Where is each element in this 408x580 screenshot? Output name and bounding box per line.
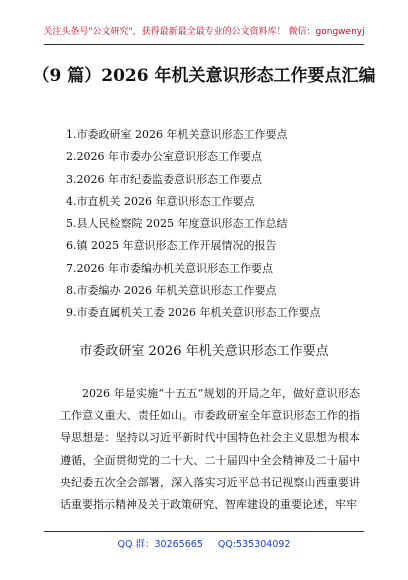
document-title: （9 篇）2026 年机关意识形态工作要点汇编	[32, 66, 376, 86]
toc-item: 6.镇 2025 年意识形态工作开展情况的报告	[66, 239, 277, 253]
header-divider	[44, 44, 364, 45]
toc-item: 7.2026 年市委编办机关意识形态工作要点	[66, 261, 273, 275]
toc-item: 1.市委政研室 2026 年机关意识形态工作要点	[66, 128, 288, 141]
toc-item: 5.县人民检察院 2025 年度意识形态工作总结	[66, 217, 288, 231]
toc-item: 9.市委直属机关工委 2026 年机关意识形态工作要点	[66, 306, 321, 320]
section-title: 市委政研室 2026 年机关意识形态工作要点	[79, 344, 329, 359]
table-of-contents	[66, 124, 366, 325]
footer-divider	[44, 531, 364, 532]
toc-item: 2.2026 年市委办公室意识形态工作要点	[66, 150, 262, 164]
header-notice: 关注头条号"公文研究"，获得最新最全最专业的公文资料库！ 微信：gongwenyj	[43, 27, 365, 37]
qq-number-text: QQ:535304092	[217, 539, 291, 550]
body-paragraph: 2026 年是实施“十五五”规划的开局之年，做好意识形态工作意义重大、责任如山。市委政研室全年意识形态工作的指导思想是：坚持以习近平新时代中国特色社会主义思想为根本遵循，全面贯彻党的二十大、二十届四中全会精神及二十届中央纪委五次全会部署，深入落实习近平总书记视察山西重要讲话重要指示精神及关于政策研究、智库建设的重要论述，牢牢	[60, 387, 360, 512]
footer-contact	[0, 536, 408, 550]
toc-item: 4.市直机关 2026 年意识形态工作要点	[66, 194, 255, 208]
toc-item: 3.2026 年市纪委监委意识形态工作要点	[66, 172, 262, 186]
toc-item: 8.市委编办 2026 年机关意识形态工作要点	[66, 284, 277, 298]
qq-group-text: QQ 群：30265665	[117, 539, 203, 550]
